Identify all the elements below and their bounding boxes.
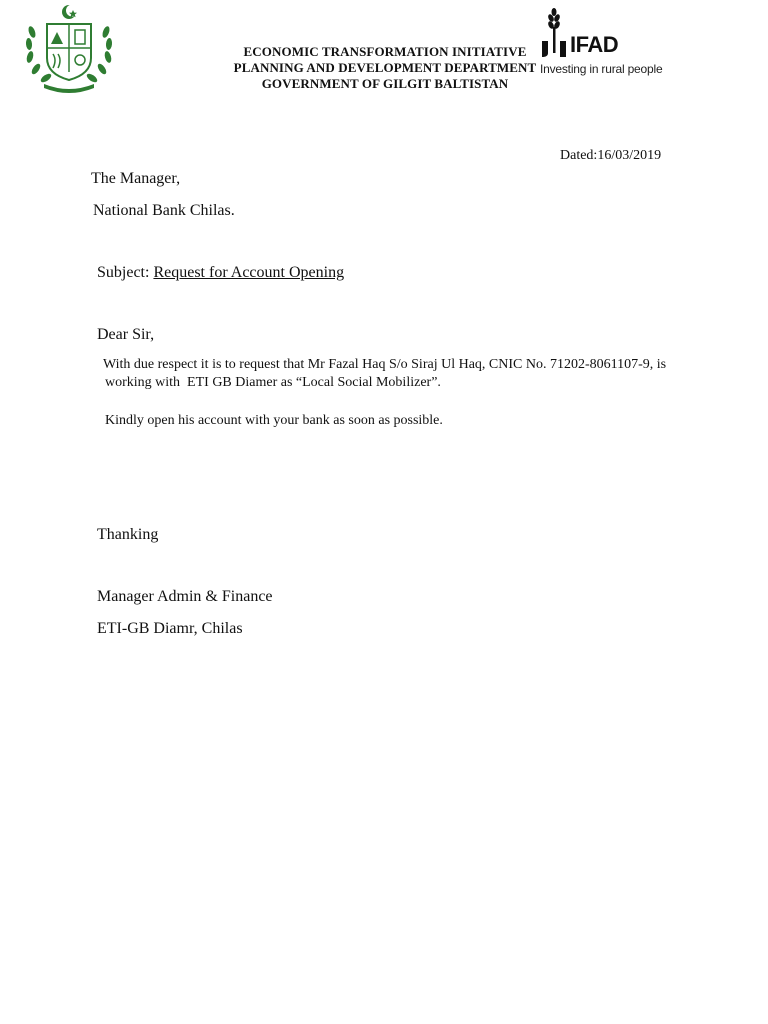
recipient-line-1: The Manager, xyxy=(91,170,181,187)
signatory-org: ETI-GB Diamr, Chilas xyxy=(97,620,243,637)
ifad-tagline: Investing in rural people xyxy=(540,62,663,76)
salutation: Dear Sir, xyxy=(97,326,155,343)
ifad-wheat-logo-icon xyxy=(540,7,570,57)
signatory-title: Manager Admin & Finance xyxy=(97,588,273,605)
subject-line xyxy=(97,264,344,282)
subject-label: Subject: xyxy=(97,264,150,281)
ifad-logo xyxy=(538,5,678,85)
subject-text: Request for Account Opening xyxy=(153,264,345,281)
gilgit-baltistan-emblem-icon xyxy=(20,2,118,94)
header-line-3: GOVERNMENT OF GILGIT BALTISTAN xyxy=(261,76,509,91)
closing: Thanking xyxy=(97,526,159,543)
header-line-2: PLANNING AND DEVELOPMENT DEPARTMENT xyxy=(233,60,537,75)
ifad-name: IFAD xyxy=(570,32,619,57)
recipient-line-2: National Bank Chilas. xyxy=(93,202,235,219)
body-line-2: working with ETI GB Diamer as “Local Social Mobilizer”. xyxy=(105,375,441,390)
header-line-1: ECONOMIC TRANSFORMATION INITIATIVE xyxy=(243,44,527,59)
body-line-1: With due respect it is to request that Mr Fazal Haq S/o Siraj Ul Haq, CNIC No. 71202-8061107-9, is xyxy=(103,357,667,372)
letter-date: Dated:16/03/2019 xyxy=(560,148,662,163)
body-line-3: Kindly open his account with your bank as soon as possible. xyxy=(105,413,443,428)
